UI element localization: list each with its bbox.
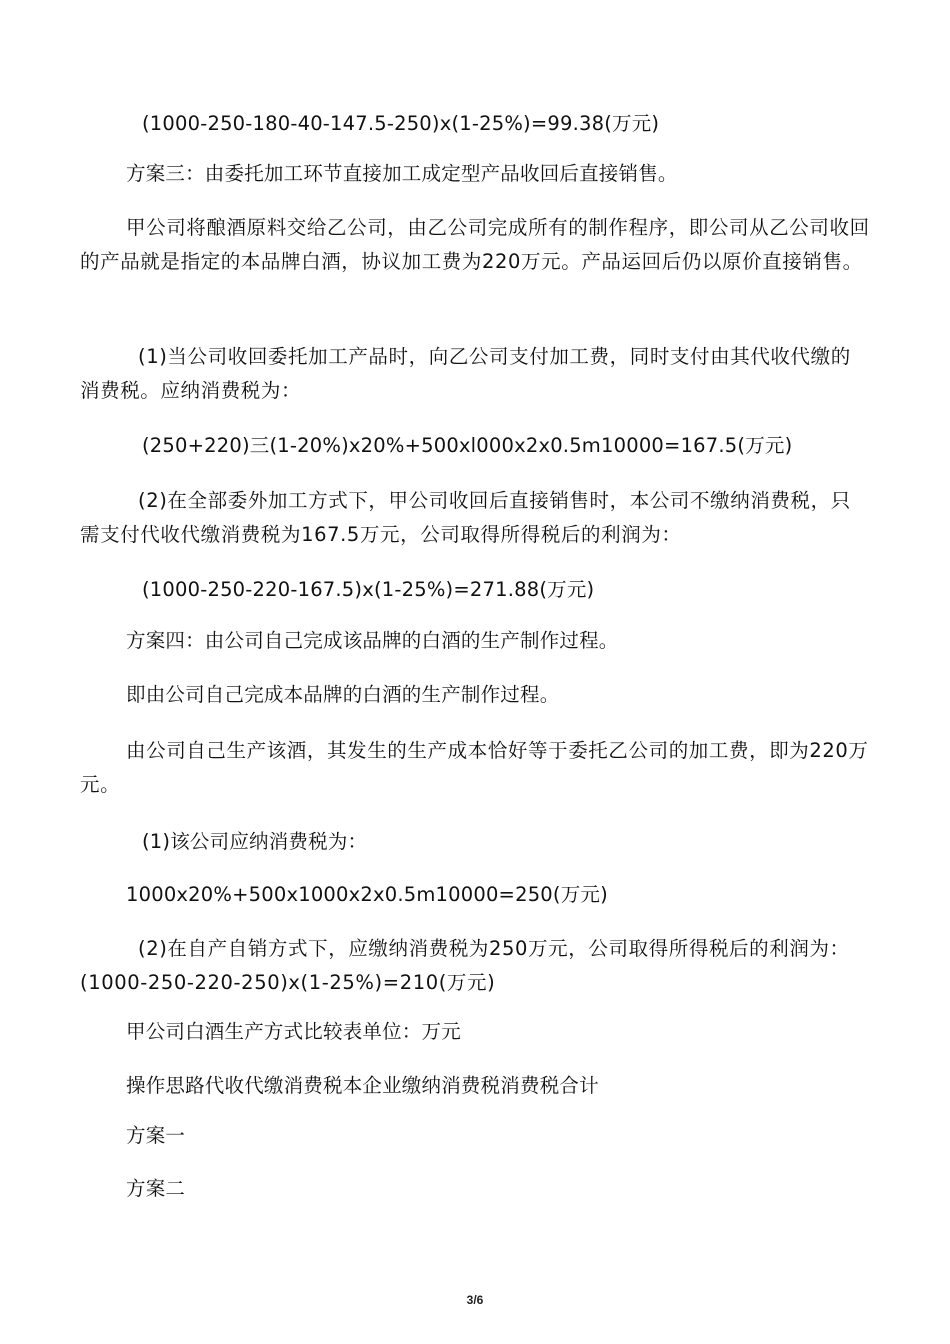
formula-plan-three-profit: (1000-250-220-167.5)x(1-25%)=271.88(万元) <box>142 578 595 601</box>
plan-four-heading: 方案四：由公司自己完成该品牌的白酒的生产制作过程。 <box>126 629 619 652</box>
plan-three-heading: 方案三：由委托加工环节直接加工成定型产品收回后直接销售。 <box>126 162 678 185</box>
comparison-row-plan-one: 方案一 <box>126 1124 186 1147</box>
comparison-row-plan-two: 方案二 <box>126 1177 186 1200</box>
formula-plan-four-tax: 1000x20%+500x1000x2x0.5m10000=250(万元) <box>126 883 608 906</box>
plan-four-description: 由公司自己生产该酒，其发生的生产成本恰好等于委托乙公司的加工费，即为220万元。 <box>80 739 869 796</box>
formula-plan-two-profit: (1000-250-180-40-147.5-250)x(1-25%)=99.38(万元) <box>142 112 660 135</box>
comparison-table-title: 甲公司白酒生产方式比较表单位：万元 <box>126 1020 461 1043</box>
plan-three-step-one: (1)当公司收回委托加工产品时，向乙公司支付加工费，同时支付由其代收代缴的消费税。应纳消费税为： <box>80 345 851 402</box>
plan-four-step-two: (2)在自产自销方式下，应缴纳消费税为250万元，公司取得所得税后的利润为：(1000-250-220-250)x(1-25%)=210(万元) <box>80 937 850 994</box>
plan-four-intro: 即由公司自己完成本品牌的白酒的生产制作过程。 <box>126 683 560 706</box>
plan-three-step-two: (2)在全部委外加工方式下，甲公司收回后直接销售时，本公司不缴纳消费税，只需支付代收代缴消费税为167.5万元，公司取得所得税后的利润为： <box>80 489 851 546</box>
comparison-table-header: 操作思路代收代缴消费税本企业缴纳消费税消费税合计 <box>126 1074 599 1097</box>
plan-three-description: 甲公司将酿酒原料交给乙公司，由乙公司完成所有的制作程序，即公司从乙公司收回的产品就是指定的本品牌白酒，协议加工费为220万元。产品运回后仍以原价直接销售。 <box>80 216 870 273</box>
plan-four-step-one: (1)该公司应纳消费税为： <box>142 830 368 853</box>
formula-plan-three-tax: (250+220)三(1-20%)x20%+500xl000x2x0.5m10000=167.5(万元) <box>142 434 793 457</box>
page-number: 3/6 <box>466 1293 484 1307</box>
